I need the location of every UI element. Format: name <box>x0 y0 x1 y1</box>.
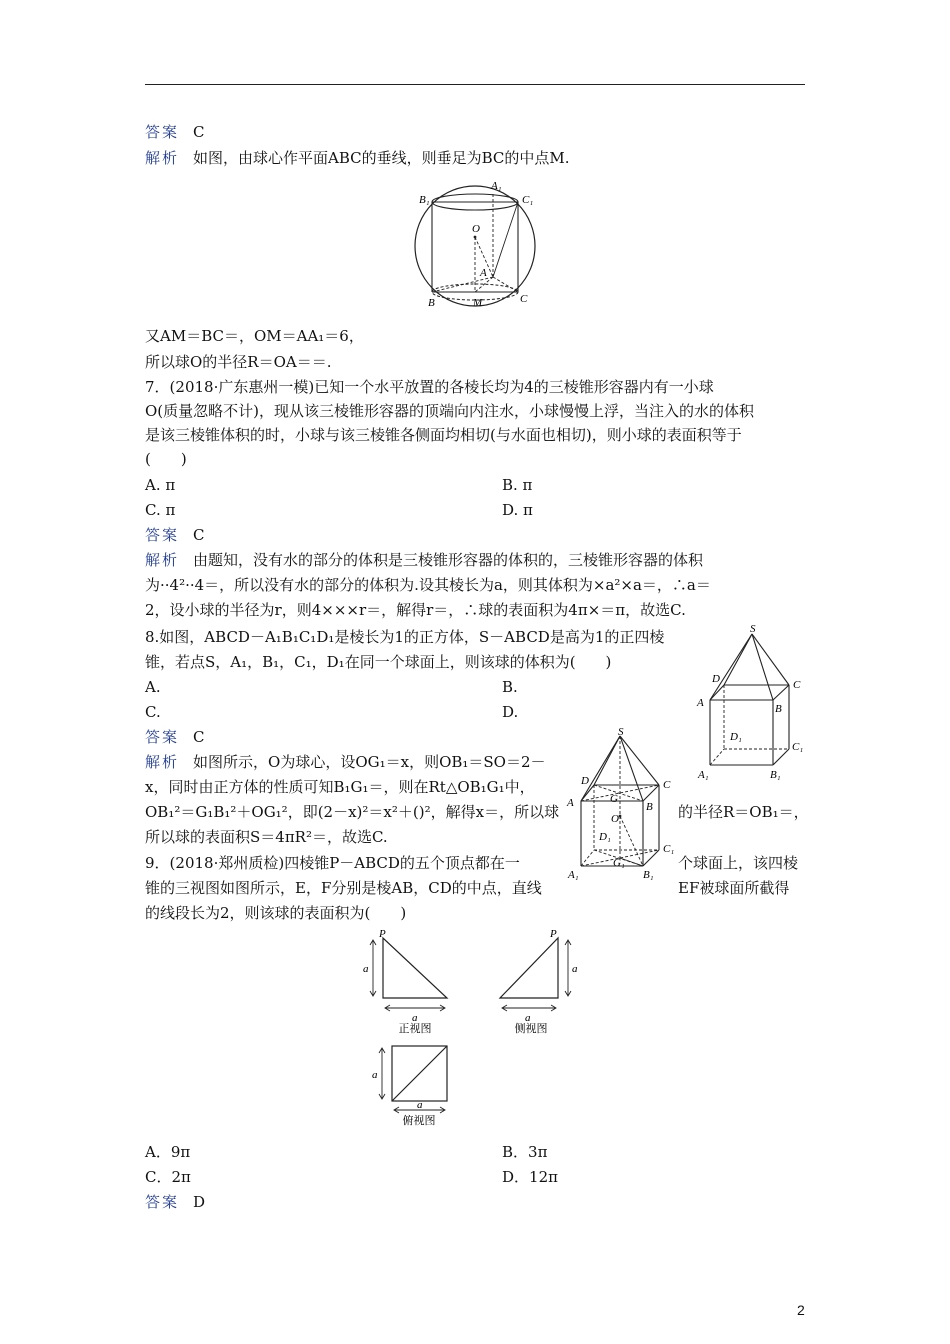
q7-answer-line <box>145 525 205 545</box>
q7-stem: ( ) <box>145 450 187 468</box>
answer-value: C <box>193 526 205 544</box>
label-A1: A₁ <box>568 869 579 881</box>
q7-option-d: D. π <box>502 501 533 519</box>
q8-analysis-text: OB₁²＝G₁B₁²＋OG₁²，即(2－x)²＝x²＋()²，解得x＝，所以球 <box>145 803 560 821</box>
analysis-text: 如图，由球心作平面ABC的垂线，则垂足为BC的中点M. <box>193 149 570 167</box>
q6-text-line: 又AM＝BC＝，OM＝AA₁＝6， <box>145 327 364 345</box>
label-D1: D₁ <box>730 731 742 743</box>
label-P: P <box>550 928 557 940</box>
label-A1: A₁ <box>698 769 709 781</box>
label-a: a <box>417 1099 423 1111</box>
side-view-caption: 侧视图 <box>514 1022 548 1035</box>
label-S: S <box>750 623 756 635</box>
label-a: a <box>572 963 578 975</box>
label-B: B <box>428 297 435 309</box>
label-A: A <box>480 267 487 279</box>
label-a: a <box>525 1012 531 1024</box>
label-A: A <box>697 697 704 709</box>
label-B: B <box>775 703 782 715</box>
q7-option-a: A. π <box>145 476 176 494</box>
q8-option-b: B. <box>502 678 518 696</box>
header-rule <box>145 84 805 85</box>
q7-analysis-line <box>145 550 703 570</box>
analysis-text: 如图所示，O为球心，设OG₁＝x，则OB₁＝SO＝2－ <box>193 753 546 771</box>
q9-answer-line <box>145 1192 205 1212</box>
label-a: a <box>412 1012 418 1024</box>
label-a: a <box>372 1069 378 1081</box>
answer-label: 答案 <box>145 728 180 746</box>
q7-analysis-text: 2，设小球的半径为r，则4×××r＝，解得r＝，∴球的表面积为4π×＝π，故选C. <box>145 601 686 619</box>
label-O: O <box>611 813 619 825</box>
analysis-text: 由题知，没有水的部分的体积是三棱锥形容器的体积的，三棱锥形容器的体积 <box>193 551 704 569</box>
q9-stem: 个球面上，该四棱 <box>678 854 799 872</box>
q7-stem: O(质量忽略不计)，现从该三棱锥形容器的顶端向内注水，小球慢慢上浮，当注入的水的体积 <box>145 402 755 420</box>
label-D1: D₁ <box>599 831 611 843</box>
analysis-label: 解析 <box>145 753 180 771</box>
three-view-figure <box>355 928 595 1132</box>
label-C: C <box>520 293 528 305</box>
cube-pyramid-figure <box>690 622 815 782</box>
analysis-label: 解析 <box>145 149 180 167</box>
answer-value: C <box>193 728 205 746</box>
answer-value: C <box>193 123 205 141</box>
q8-option-c: C. <box>145 703 161 721</box>
label-a: a <box>363 963 369 975</box>
label-M: M <box>473 297 483 309</box>
top-view-caption: 俯视图 <box>402 1114 436 1127</box>
q6-analysis-line <box>145 148 570 168</box>
q8-analysis-line <box>145 752 546 772</box>
q9-stem: 9．(2018·郑州质检)四棱锥P－ABCD的五个顶点都在一 <box>145 854 520 872</box>
q9-stem: 锥的三视图如图所示，E，F分别是棱AB，CD的中点，直线 <box>145 879 542 897</box>
label-D: D <box>712 673 720 685</box>
answer-label: 答案 <box>145 123 180 141</box>
q9-stem: 的线段长为2，则该球的表面积为( ) <box>145 904 407 922</box>
answer-label: 答案 <box>145 526 180 544</box>
q6-text-line: 所以球O的半径R＝OA＝＝. <box>145 353 332 371</box>
q9-option-c: C．2π <box>145 1168 191 1186</box>
label-D: D <box>581 775 589 787</box>
q7-stem: 是该三棱锥体积的时，小球与该三棱锥各侧面均相切(与水面也相切)，则小球的表面积等于 <box>145 426 742 444</box>
q6-answer-line <box>145 122 205 142</box>
q7-option-b: B. π <box>502 476 533 494</box>
q7-option-c: C. π <box>145 501 176 519</box>
label-G: G <box>610 793 618 805</box>
q9-option-a: A．9π <box>145 1143 191 1161</box>
label-A: A <box>567 797 574 809</box>
label-C1: C₁ <box>522 194 534 206</box>
answer-label: 答案 <box>145 1193 180 1211</box>
q8-analysis-text: 所以球的表面积S＝4πR²＝，故选C. <box>145 828 388 846</box>
answer-value: D <box>193 1193 206 1211</box>
label-O: O <box>472 223 480 235</box>
page-number: 2 <box>797 1302 805 1318</box>
label-P: P <box>379 928 386 940</box>
q8-option-d: D. <box>502 703 519 721</box>
sphere-cylinder-figure <box>405 172 545 314</box>
q7-stem: 7．(2018·广东惠州一模)已知一个水平放置的各棱长均为4的三棱锥形容器内有一小球 <box>145 378 714 396</box>
q8-answer-line <box>145 727 205 747</box>
label-A1: A₁ <box>491 180 502 192</box>
q8-stem: 锥，若点S，A₁，B₁，C₁，D₁在同一个球面上，则该球的体积为( ) <box>145 653 612 671</box>
label-B1: B₁ <box>419 194 430 206</box>
q9-option-d: D．12π <box>502 1168 558 1186</box>
q8-analysis-text: 的半径R＝OB₁＝， <box>678 803 809 821</box>
label-C1: C₁ <box>792 741 804 753</box>
label-C: C <box>793 679 801 691</box>
cube-pyramid-sphere-figure <box>563 726 678 882</box>
analysis-label: 解析 <box>145 551 180 569</box>
label-C1: C₁ <box>663 843 675 855</box>
label-C: C <box>663 779 671 791</box>
q8-stem: 8.如图，ABCD－A₁B₁C₁D₁是棱长为1的正方体，S－ABCD是高为1的正四棱 <box>145 628 665 646</box>
front-view-caption: 正视图 <box>398 1022 432 1035</box>
q8-analysis-text: x，同时由正方体的性质可知B₁G₁＝，则在Rt△OB₁G₁中， <box>145 778 535 796</box>
q8-option-a: A. <box>145 678 161 696</box>
q9-stem: EF被球面所截得 <box>678 879 790 897</box>
label-B1: B₁ <box>770 769 781 781</box>
label-B1: B₁ <box>643 869 654 881</box>
q7-analysis-text: 为··4²··4＝，所以没有水的部分的体积为.设其棱长为a，则其体积为×a²×a＝，∴a＝ <box>145 576 711 594</box>
label-S: S <box>618 726 624 738</box>
label-B: B <box>646 801 653 813</box>
q9-option-b: B．3π <box>502 1143 548 1161</box>
label-G1: G₁ <box>613 857 625 869</box>
